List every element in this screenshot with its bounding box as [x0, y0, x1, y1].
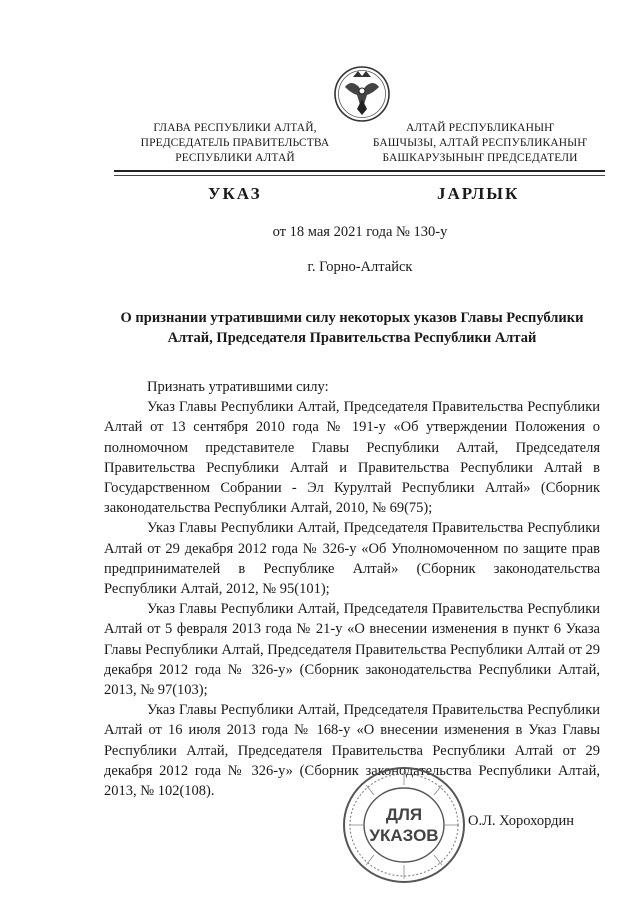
doc-subject: О признании утратившими силу некоторых указов Главы Республики Алтай, Председателя Правительства Республики Алтай — [120, 310, 584, 346]
header-right — [355, 121, 605, 166]
header-left-line: ПРЕДСЕДАТЕЛЬ ПРАВИТЕЛЬСТВА — [140, 137, 330, 149]
stamp-line-1: ДЛЯ — [385, 805, 423, 824]
signatory-name: О.Л. Хорохордин — [468, 813, 575, 829]
header-divider — [114, 170, 605, 172]
body-paragraph: Указ Главы Республики Алтай, Председателя Правительства Республики Алтай от 16 июля 2013 года № 168-у «О внесении изменения в Указ Главы Республики Алтай, Председателя Правительства Республики Алтай от 29 декабря 2012 года № 326-у» (Сборник законодательства Республики Алтай, 2013, № 102(108). — [104, 702, 600, 800]
doc-type-alt: JАРЛЫК — [437, 184, 520, 203]
doc-date: от 18 мая 2021 года № 130-у — [272, 224, 448, 240]
doc-body — [104, 377, 600, 801]
body-paragraph: Признать утратившими силу: — [147, 379, 329, 395]
body-paragraph: Указ Главы Республики Алтай, Председателя Правительства Республики Алтай от 13 сентября 2010 года № 191-у «Об утверждении Положения о полномочном представителе Главы Республики Алтай, Председателя Правительства Республики Алтай и Правительства Республики Алтай в Государственном Собрании - Эл Курултай Республики Алтай» (Сборник законодательства Республики Алтай, 2010, № 69(75); — [104, 399, 600, 517]
coat-of-arms-icon — [333, 63, 391, 125]
body-paragraph: Указ Главы Республики Алтай, Председателя Правительства Республики Алтай от 29 декабря 2012 года № 326-у «Об Уполномоченном по защите прав предпринимателей в Республике Алтай» (Сборник законодательства Республики Алтай, 2012, № 95(101); — [104, 520, 600, 598]
doc-city: г. Горно-Алтайск — [307, 259, 413, 275]
header-left-line: РЕСПУБЛИКИ АЛТАЙ — [175, 152, 295, 164]
header-right-line: БАШКАРУЗЫНЫҤ ПРЕДСЕДАТЕЛИ — [382, 152, 578, 164]
header-left-line: ГЛАВА РЕСПУБЛИКИ АЛТАЙ, — [153, 122, 317, 134]
header-divider-thin — [114, 175, 605, 176]
header-right-line: АЛТАЙ РЕСПУБЛИКАНЫҤ — [406, 122, 554, 134]
header-left — [120, 121, 350, 166]
header-right-line: БАШЧЫЗЫ, АЛТАЙ РЕСПУБЛИКАНЫҤ — [372, 137, 588, 149]
official-seal-stamp — [341, 765, 467, 885]
stamp-line-2: УКАЗОВ — [369, 826, 439, 845]
doc-type-ru: УКАЗ — [208, 184, 262, 203]
body-paragraph: Указ Главы Республики Алтай, Председателя Правительства Республики Алтай от 5 февраля 2013 года № 21-у «О внесении изменения в пункт 6 Указа Главы Республики Алтай, Председателя Правительства Республики Алтай от 29 декабря 2012 года № 326-у» (Сборник законодательства Республики Алтай, 2013, № 97(103); — [104, 601, 600, 699]
